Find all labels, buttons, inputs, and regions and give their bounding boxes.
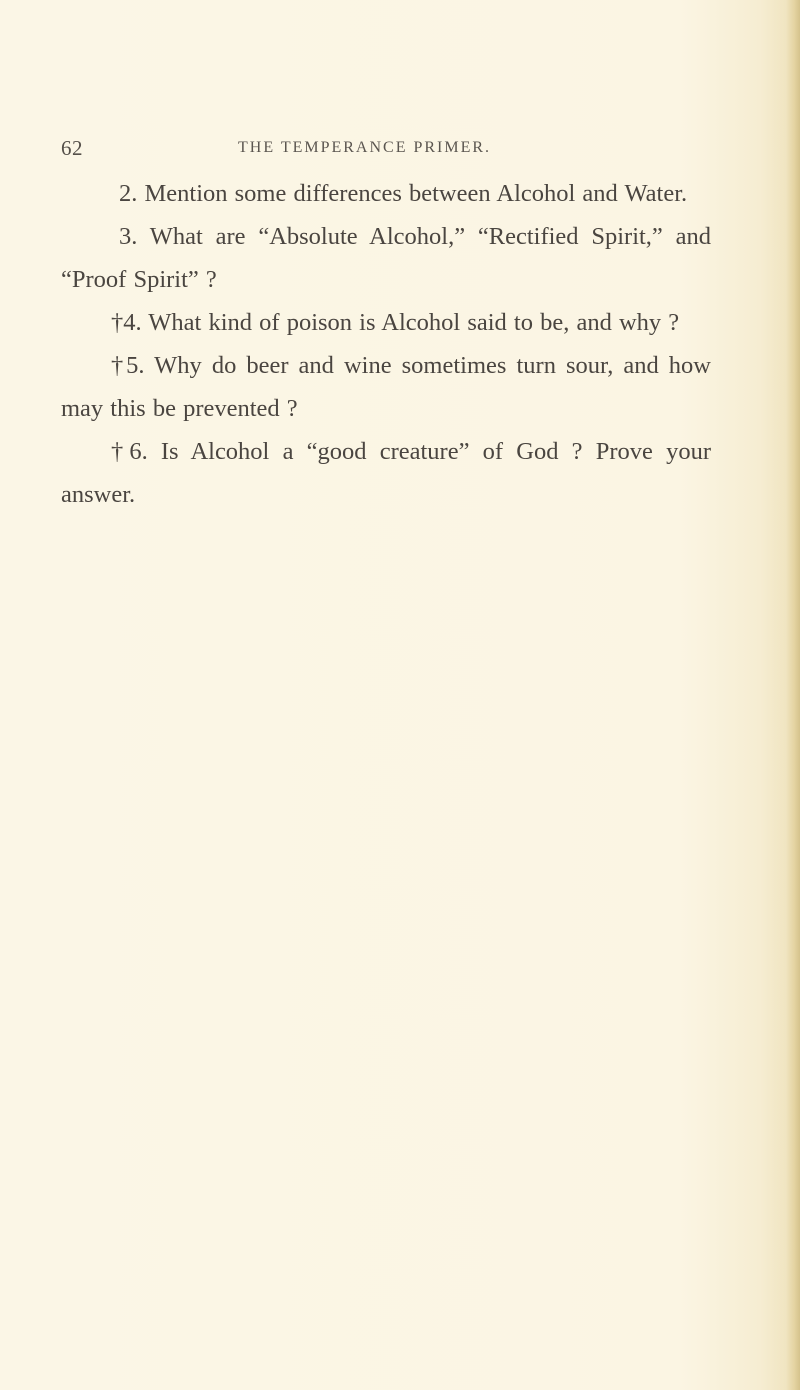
page-number: 62 <box>61 136 83 160</box>
running-head: THE TEMPERANCE PRIMER. <box>238 139 492 156</box>
question-item: †4. What kind of poison is Alcohol said to be, and why ? <box>111 309 680 336</box>
question-item: †5. Why do beer and wine sometimes turn sour, and how may this be prevented ? <box>61 352 711 422</box>
page-edge-shadow <box>786 0 800 1390</box>
question-item: 2. Mention some differences between Alcohol and Water. <box>119 180 688 207</box>
question-item: 3. What are “Absolute Alcohol,” “Rectified Spirit,” and “Proof Spirit” ? <box>61 223 711 293</box>
page-header <box>61 136 621 166</box>
question-list <box>61 172 711 516</box>
question-item: †6. Is Alcohol a “good creature” of God ? Prove your answer. <box>61 438 711 508</box>
